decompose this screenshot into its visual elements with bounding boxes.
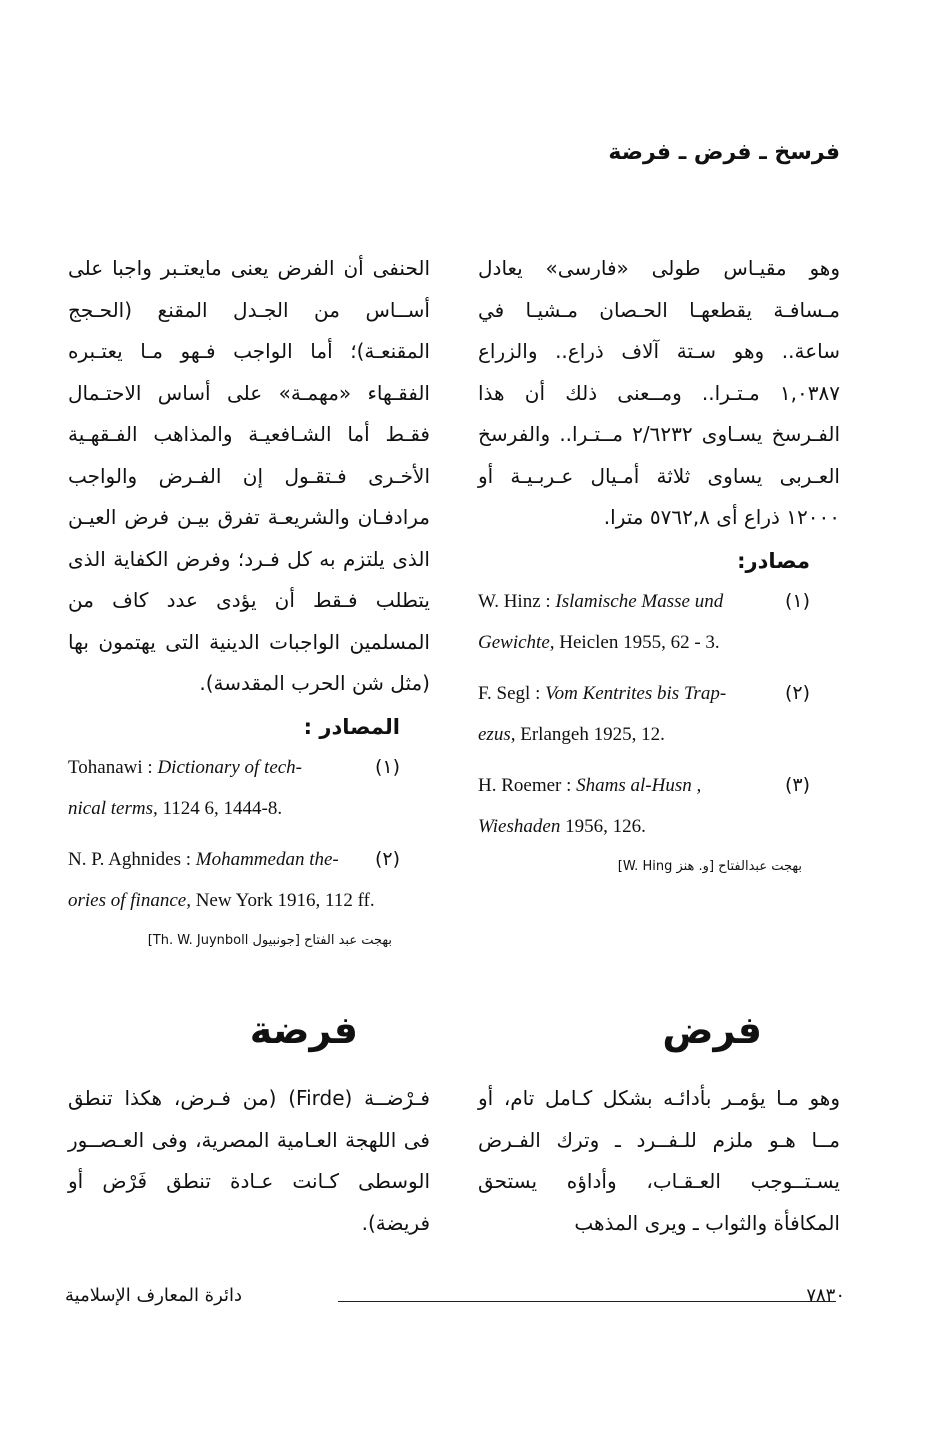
footer-rule: [338, 1301, 836, 1302]
left-column: [68, 248, 430, 948]
reference-author: H. Roemer :: [478, 774, 577, 796]
fard-article-body: [478, 1078, 840, 1244]
reference-number: (٣): [784, 773, 810, 796]
reference-item: [68, 839, 430, 921]
reference-details: Heiclen 1955, 62 - 3.: [554, 631, 720, 653]
page-footer: [65, 1285, 845, 1325]
reference-title-cont: ories of finance,: [68, 889, 191, 911]
reference-details: Erlangeh 1925, 12.: [515, 723, 665, 745]
reference-title-cont: Wieshaden: [478, 815, 561, 837]
reference-title: Mohammedan the-: [195, 848, 339, 870]
author-signature: بهجت عبدالفتاح [و. هنز W. Hing]: [617, 858, 802, 874]
journal-title: دائرة المعارف الإسلامية: [65, 1285, 243, 1306]
fard-paragraph: وهو مـا يؤمـر بأدائـه بشكل كـامل تام، أو مــا هـو ملزم للـفــرد ـ وترك الفـرض يسـتــوجب العـقـاب، وأداؤه يستحق المكافأة والثواب ـ ويرى المذهب: [478, 1086, 840, 1235]
running-header: فرسخ ـ فرض ـ فرضة: [608, 140, 840, 165]
reference-title: Dictionary of tech-: [157, 756, 303, 778]
article-title-fard: فرض: [662, 1008, 762, 1052]
sources-heading: مصادر:: [737, 548, 810, 573]
reference-title: Islamische Masse und: [555, 590, 724, 612]
reference-author: Tohanawi :: [68, 756, 158, 778]
furda-article-body: [68, 1078, 430, 1244]
reference-item: [68, 747, 430, 829]
reference-title-cont: nical terms,: [68, 797, 158, 819]
right-column: [478, 248, 840, 874]
page-number: ٧٨٣٠: [806, 1285, 845, 1306]
author-signature: بهجت عبد الفتاح [جونبيول Th. W. Juynboll]: [147, 932, 392, 948]
reference-item: [478, 581, 840, 663]
reference-number: (٢): [374, 847, 400, 870]
fard-continuation-paragraph: الحنفى أن الفرض يعنى مايعتـبر واجبا على أســاس من الجـدل المقنع (الحـجج المقنعـة)؛ أما الواجب فـهو مـا يعتـبره الفقـهاء «مهمـة» على أساس الاحتـمال فقـط أما الشـافعيـة والمذاهب الفـقهـية الأخـرى فـتقـول إن الفـرض والواجب مرادفـان والشريعـة تفرق بيـن فرض العيـن الذى يلتزم به كل فـرد؛ وفرض الكفاية الذى يتطلب فـقط أن يؤدى عدد كاف من المسلمين الواجبات الدينية التى يهتمون بها (مثل شن الحرب المقدسة).: [68, 256, 430, 695]
reference-number: (١): [374, 755, 400, 778]
reference-author: F. Segl :: [478, 682, 546, 704]
reference-title-cont: Gewichte,: [478, 631, 555, 653]
reference-title: Vom Kentrites bis Trap-: [545, 682, 727, 704]
reference-author: N. P. Aghnides :: [68, 848, 196, 870]
reference-number: (٢): [784, 681, 810, 704]
reference-item: [478, 765, 840, 847]
reference-title-cont: ezus,: [478, 723, 516, 745]
reference-details: 1956, 126.: [560, 815, 646, 837]
farsakh-paragraph: وهو مقيـاس طولى «فارسى» يعادل مـسافـة يقطعهـا الحـصان مـشيـا في ساعة.. وهو سـتة آلاف ذراع.. والزراع ١,٠٣٨٧ مـتـرا.. ومــعنى ذلك أن هذا الفـرسخ يسـاوى ٢/٦٢٣٢ مــتـرا.. والفرسخ العـربى يساوى ثلاثة أمـيال عـربـيـة أو ١٢٠٠٠ ذراع أى ٥٧٦٢,٨ مترا.: [478, 256, 840, 529]
reference-item: [478, 673, 840, 755]
reference-details: New York 1916, 112 ff.: [190, 889, 375, 911]
furda-paragraph: فـرْضــة (Firde) (من فـرض، هكذا تنطق فى اللهجة العـامية المصرية، وفى العـصــور الوسطى كـانت عـادة تنطق فَرْض أو فريضة).: [68, 1086, 430, 1235]
reference-title: Shams al-Husn ,: [576, 774, 702, 796]
reference-number: (١): [784, 589, 810, 612]
article-title-furda: فرضة: [249, 1008, 358, 1052]
reference-author: W. Hinz :: [478, 590, 556, 612]
reference-details: 1124 6, 1444-8.: [157, 797, 283, 819]
sources-heading: المصادر :: [303, 714, 400, 739]
